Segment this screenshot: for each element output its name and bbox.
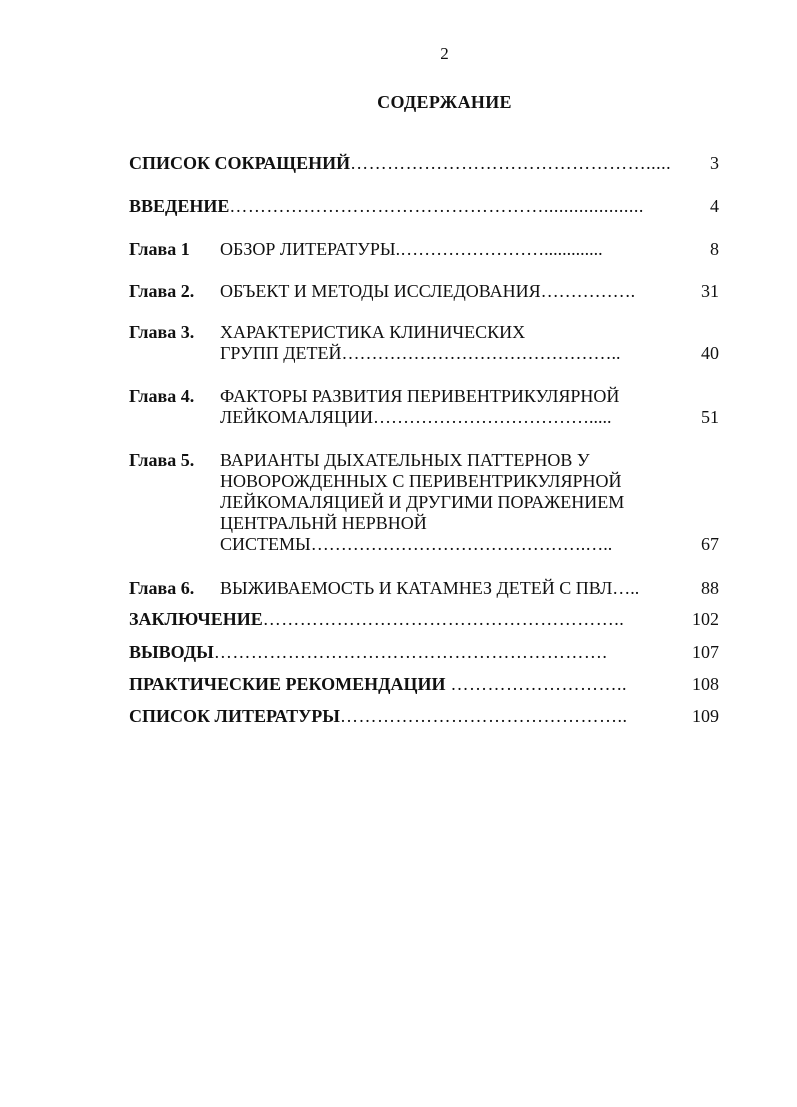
- toc-page-number: 31: [701, 281, 719, 301]
- chapter-prefix: Глава 2.: [129, 281, 195, 301]
- toc-page-number: 107: [692, 642, 719, 662]
- dot-leader: …………………………………………………..: [262, 609, 625, 629]
- dot-leader: ………………………………………..: [339, 706, 628, 726]
- toc-entry-label-line: ФАКТОРЫ РАЗВИТИЯ ПЕРИВЕНТРИКУЛЯРНОЙ: [220, 386, 620, 406]
- toc-page-number: 4: [710, 196, 719, 216]
- toc-page-number: 3: [710, 153, 719, 173]
- chapter-prefix: Глава 5.: [129, 450, 195, 470]
- toc-page-number: 108: [692, 674, 719, 694]
- toc-entry-label: ПРАКТИЧЕСКИЕ РЕКОМЕНДАЦИИ: [129, 674, 446, 694]
- dot-leader: ……………………………………………....................: [229, 196, 644, 216]
- toc-entry-label-line: ГРУПП ДЕТЕЙ………………………………………..: [220, 343, 621, 363]
- toc-entry-label: СПИСОК СОКРАЩЕНИЙ: [129, 153, 351, 173]
- dot-leader: ………………………..: [445, 674, 628, 694]
- toc-entry-label-line: ВАРИАНТЫ ДЫХАТЕЛЬНЫХ ПАТТЕРНОВ У: [220, 450, 590, 470]
- toc-entry-label: ОБЗОР ЛИТЕРАТУРЫ.…………………….............: [220, 239, 603, 259]
- toc-entry-label-line: ЛЕЙКОМАЛЯЦИИ……………………………….....: [220, 407, 612, 427]
- toc-entry-label: ЗАКЛЮЧЕНИЕ: [129, 609, 263, 629]
- toc-entry-label: СПИСОК ЛИТЕРАТУРЫ: [129, 706, 340, 726]
- toc-page-number: 8: [710, 239, 719, 259]
- toc-entry-label: ВЫЖИВАЕМОСТЬ И КАТАМНЕЗ ДЕТЕЙ С ПВЛ…..: [220, 578, 640, 598]
- toc-entry-label-line: ХАРАКТЕРИСТИКА КЛИНИЧЕСКИХ: [220, 322, 526, 342]
- chapter-prefix: Глава 4.: [129, 386, 195, 406]
- toc-title: СОДЕРЖАНИЕ: [377, 92, 512, 112]
- toc-entry-label: ОБЪЕКТ И МЕТОДЫ ИССЛЕДОВАНИЯ…………….: [220, 281, 636, 301]
- toc-page-number: 40: [701, 343, 719, 363]
- toc-page-number: 88: [701, 578, 719, 598]
- dot-leader: ………………………………………….....: [350, 153, 672, 173]
- chapter-prefix: Глава 6.: [129, 578, 195, 598]
- toc-page-number: 51: [701, 407, 719, 427]
- chapter-prefix: Глава 1: [129, 239, 190, 259]
- toc-entry-label-line: СИСТЕМЫ……………………………………….…..: [220, 534, 613, 554]
- toc-page-number: 102: [692, 609, 719, 629]
- page-number: 2: [440, 44, 449, 63]
- toc-entry-label-line: НОВОРОЖДЕННЫХ С ПЕРИВЕНТРИКУЛЯРНОЙ: [220, 471, 622, 491]
- toc-page-number: 109: [692, 706, 719, 726]
- chapter-prefix: Глава 3.: [129, 322, 195, 342]
- toc-entry-label: ВЫВОДЫ: [129, 642, 214, 662]
- toc-entry-label-line: ЛЕЙКОМАЛЯЦИЕЙ И ДРУГИМИ ПОРАЖЕНИЕМ: [220, 492, 625, 512]
- toc-page-number: 67: [701, 534, 719, 554]
- dot-leader: ……………………………………………………….: [213, 642, 608, 662]
- toc-entry-label-line: ЦЕНТРАЛЬНЙ НЕРВНОЙ: [220, 513, 427, 533]
- toc-entry-label: ВВЕДЕНИЕ: [129, 196, 230, 216]
